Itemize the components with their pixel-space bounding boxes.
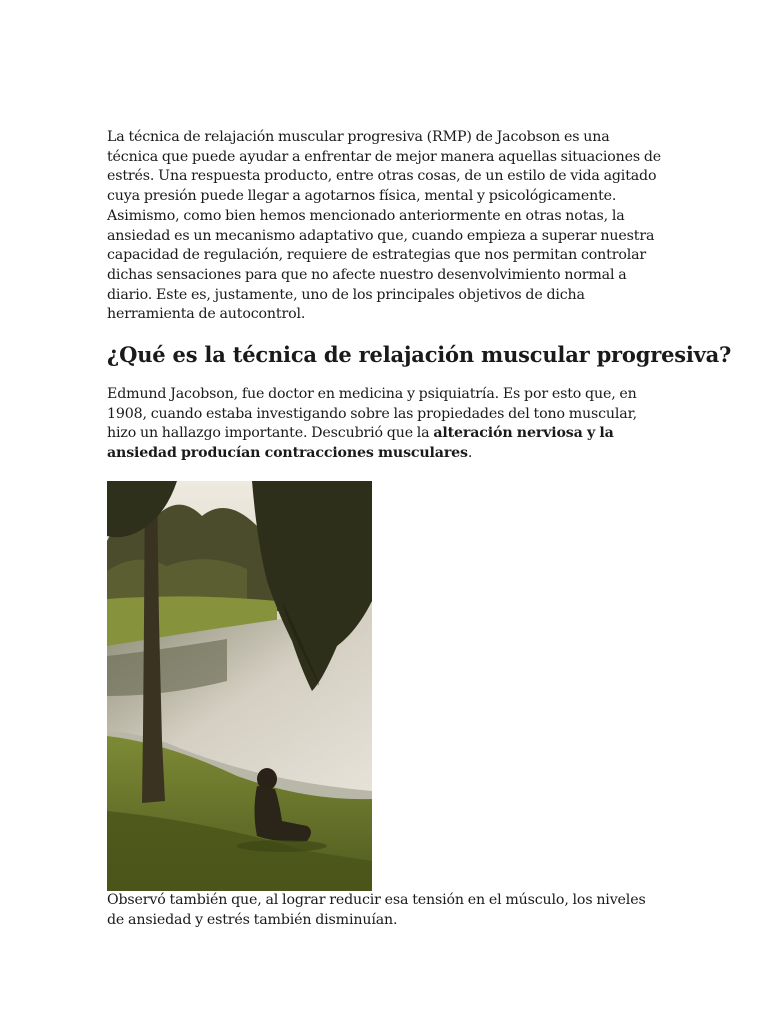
document-page (107, 128, 732, 930)
jacobson-text-end: . (467, 445, 473, 462)
jacobson-paragraph (107, 385, 663, 464)
lake-photo-illustration (107, 481, 372, 891)
lake-photo (107, 481, 372, 891)
jacobson-text: Edmund Jacobson, fue doctor en medicina y psiquiatría. Es por esto que, en 1908, cuando estaba investigando sobre las propiedades del tono muscular, hizo un hallazgo importante. Descubrió que la (107, 386, 638, 442)
jacobson-bold-text: alteración nerviosa y la ansiedad producían contracciones musculares (107, 425, 614, 462)
section-heading: ¿Qué es la técnica de relajación muscular progresiva? (107, 342, 732, 368)
conclusion-paragraph: Observó también que, al lograr reducir esa tensión en el músculo, los niveles de ansiedad y estrés también disminuían. (107, 891, 646, 928)
intro-paragraph: La técnica de relajación muscular progresiva (RMP) de Jacobson es una técnica que puede ayudar a enfrentar de mejor manera aquellas situaciones de estrés. Una respuesta producto, entre otras cosas, de un estilo de vida agitado cuya presión puede llegar a agotarnos física, mental y psicológicamente. Asimismo, como bien hemos mencionado anteriormente en otras notas, la ansiedad es un mecanismo adaptativo que, cuando empieza a superar nuestra capacidad de regulación, requiere de estrategias que nos permitan controlar dichas sensaciones para que no afecte nuestro desenvolvimiento normal a diario. Este es, justamente, uno de los principales objetivos de dicha herramienta de autocontrol. (107, 129, 662, 323)
